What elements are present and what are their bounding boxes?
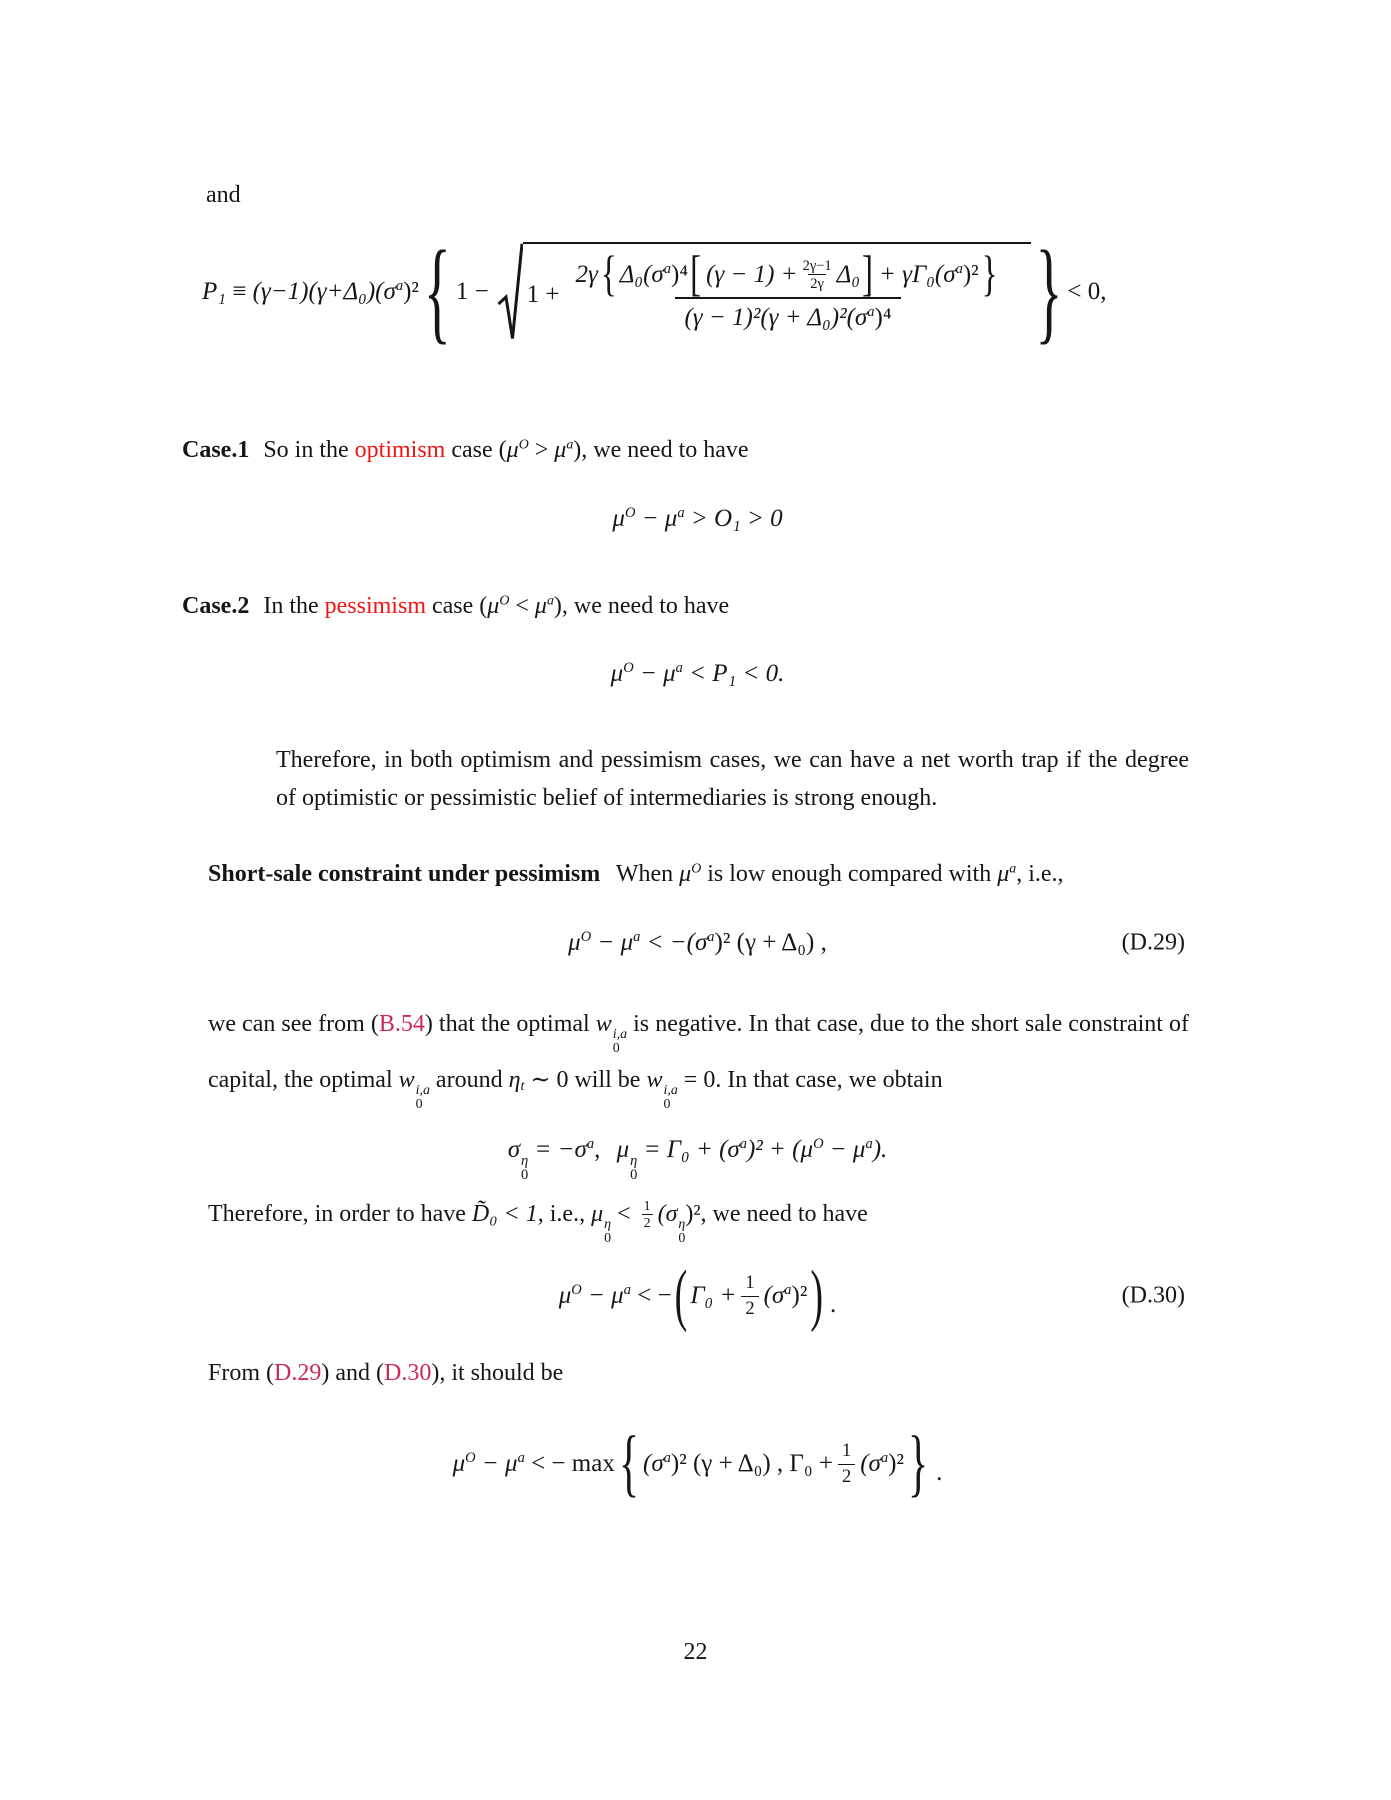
case2-text1: In the bbox=[263, 593, 325, 619]
shortsale-paragraph bbox=[208, 1001, 1189, 1112]
equation-case1 bbox=[208, 505, 1187, 533]
equation-case1-body: $\mu^O - \mu^a > O_1 > 0$ bbox=[612, 505, 783, 532]
dtilde-line bbox=[208, 1198, 868, 1247]
from-text1: From ( bbox=[208, 1360, 274, 1386]
case1-text1: So in the bbox=[263, 437, 355, 463]
from-line bbox=[208, 1357, 563, 1389]
reference-link-d29[interactable]: D.29 bbox=[274, 1360, 322, 1386]
shortsale-heading: Short-sale constraint under pessimism bbox=[208, 861, 601, 887]
equation-d30-period: . bbox=[830, 1291, 837, 1318]
right-paren: ) bbox=[810, 1258, 823, 1334]
equation-p1-definition bbox=[202, 222, 1107, 362]
equation-d30-inner2: $(\sigma^a)^2$ bbox=[763, 1282, 808, 1309]
dtilde-text3: , we need to have bbox=[700, 1201, 868, 1227]
equation-d30-inner1: Γ₀ + bbox=[690, 1282, 737, 1309]
square-root bbox=[497, 242, 1031, 342]
one-half-fraction bbox=[741, 1273, 758, 1320]
shortsale-text1: When bbox=[615, 861, 680, 887]
mu-a-inline: $\mu^a$ bbox=[997, 861, 1017, 887]
case2-pessimism: pessimism bbox=[324, 593, 426, 619]
conclusion-paragraph: Therefore, in both optimism and pessimism cases, we can have a net worth trap if the degree of optimistic or pessimistic belief of intermediaries is strong enough. bbox=[276, 747, 1189, 811]
numerator-right-brace: } bbox=[981, 247, 998, 302]
dtilde-math1: D̃₀ < 1 bbox=[471, 1201, 538, 1227]
equation-max-period: . bbox=[936, 1459, 943, 1486]
w-ia-stack-3: w i,a 0 bbox=[646, 1066, 678, 1113]
num-coef: 2γ bbox=[575, 261, 598, 288]
case2-text2: case ( bbox=[425, 593, 488, 619]
case2-line bbox=[182, 590, 729, 622]
case1-optimism: optimism bbox=[354, 437, 446, 463]
page-number: 22 bbox=[683, 1639, 708, 1665]
equation-case2 bbox=[208, 660, 1187, 688]
case1-label: Case.1 bbox=[182, 437, 250, 463]
eta-t-inline: $\eta_t$ bbox=[508, 1066, 525, 1094]
numerator-left-brace: { bbox=[600, 247, 617, 302]
dtilde-text2: , i.e., bbox=[537, 1201, 592, 1227]
equation-max-inner1: $(\sigma^a)^2$ (γ + Δ₀) , Γ₀ + bbox=[643, 1450, 833, 1477]
numerator-right-bracket: ] bbox=[862, 247, 874, 302]
shortsale-text3: , i.e., bbox=[1016, 861, 1064, 887]
from-text2: ) and ( bbox=[321, 1360, 384, 1386]
case2-math: $\mu^O < \mu^a$ bbox=[487, 593, 554, 619]
half-numerator: 1 bbox=[745, 1272, 755, 1293]
fraction-denominator bbox=[675, 297, 900, 332]
lead-word: and bbox=[206, 182, 241, 208]
max-half-denominator: 2 bbox=[838, 1464, 855, 1488]
max-half-numerator: 1 bbox=[841, 1440, 852, 1461]
max-left-brace: { bbox=[618, 1422, 639, 1506]
max-one-half-fraction bbox=[838, 1441, 855, 1488]
equation-max bbox=[208, 1418, 1187, 1510]
right-curly-brace: } bbox=[1035, 228, 1063, 356]
equation-d29 bbox=[208, 929, 1187, 957]
num-term4: + $\gamma\Gamma_0(\sigma^a)^2$ bbox=[879, 261, 979, 288]
eq-one-minus: 1 − bbox=[455, 278, 489, 305]
para-text3: is negative. In that case, due to the short sale constraint of capital, the optimal bbox=[208, 1011, 1190, 1093]
equation-max-lhs: $\mu^O - \mu^a$ < − max bbox=[452, 1450, 615, 1477]
dtilde-math2: μ η 0 < $\frac{1}{2}$ (σ η 0 )² bbox=[591, 1198, 701, 1247]
para-text2: ) that the optimal bbox=[424, 1011, 596, 1037]
equation-tag-d29: (D.29) bbox=[1121, 929, 1185, 956]
dtilde-text1: Therefore, in order to have bbox=[208, 1201, 472, 1227]
reference-link-d30[interactable]: D.30 bbox=[383, 1360, 432, 1386]
shortsale-text2: is low enough compared with bbox=[701, 861, 998, 887]
para-text5: ∼ 0 will be bbox=[524, 1066, 647, 1093]
para-text6: = 0. In that case, we obtain bbox=[677, 1066, 943, 1093]
case1-text3: ), we need to have bbox=[573, 437, 749, 463]
eq-p1-lhs: $P_1 \equiv (\gamma-1)(\gamma+\Delta_0)(\sigma^a)^2$ bbox=[202, 278, 419, 305]
main-fraction bbox=[567, 247, 1010, 332]
equation-eta bbox=[208, 1136, 1187, 1183]
fraction-numerator bbox=[567, 247, 1010, 302]
small-fraction bbox=[803, 258, 832, 292]
left-curly-brace: { bbox=[423, 228, 451, 356]
equation-tag-d30: (D.30) bbox=[1121, 1282, 1185, 1309]
para-text1: we can see from ( bbox=[208, 1011, 379, 1037]
eq-one-plus: 1 + bbox=[526, 281, 560, 308]
case1-line bbox=[182, 434, 749, 466]
equation-d29-body: $\mu^O - \mu^a < -(\sigma^a)^2$ (γ + Δ₀) , bbox=[568, 929, 827, 956]
mu-O-inline: $\mu^O$ bbox=[679, 861, 702, 887]
equation-max-inner2: $(\sigma^a)^2$ bbox=[860, 1450, 904, 1477]
para-text4: around bbox=[429, 1066, 509, 1093]
left-paren: ( bbox=[674, 1258, 688, 1334]
equation-d30 bbox=[208, 1252, 1187, 1340]
radical-sign bbox=[497, 242, 523, 342]
case2-label: Case.2 bbox=[182, 593, 250, 619]
num-term2: (γ − 1) + bbox=[706, 261, 798, 288]
case2-text3: ), we need to have bbox=[553, 593, 730, 619]
den-term: $(\gamma - 1)^2(\gamma + \Delta_0)^2(\sigma^a)^4$ bbox=[684, 304, 892, 332]
num-term1: $\Delta_0(\sigma^a)^4$ bbox=[619, 261, 689, 288]
small-fraction-denominator: 2γ bbox=[810, 276, 824, 292]
case1-math: $\mu^O > \mu^a$ bbox=[506, 437, 574, 463]
reference-link-b54[interactable]: B.54 bbox=[378, 1011, 425, 1037]
num-term3: Δ₀ bbox=[836, 261, 861, 288]
radicand bbox=[523, 242, 1031, 342]
max-right-brace: } bbox=[907, 1422, 929, 1506]
w-ia-stack-1: w i,a 0 bbox=[595, 1011, 628, 1057]
shortsale-heading-line bbox=[208, 858, 1064, 890]
eq-tail: < 0, bbox=[1067, 278, 1107, 305]
from-text3: ), it should be bbox=[431, 1360, 564, 1386]
numerator-left-bracket: [ bbox=[690, 247, 702, 302]
case1-text2: case ( bbox=[445, 437, 507, 463]
equation-d30-lhs: $\mu^O - \mu^a$ < − bbox=[558, 1282, 672, 1309]
w-ia-stack-2: w i,a 0 bbox=[398, 1066, 430, 1113]
equation-eta-body: σ η 0 = $-\sigma^a$, μ η 0 = $\Gamma_0 + (\sigma^a)^2 + (\mu^O - \mu^a)$. bbox=[507, 1136, 888, 1184]
small-fraction-numerator: 2γ−1 bbox=[802, 257, 832, 274]
half-denominator: 2 bbox=[741, 1296, 758, 1320]
equation-case2-body: $\mu^O - \mu^a < P_1 < 0$. bbox=[610, 660, 785, 687]
